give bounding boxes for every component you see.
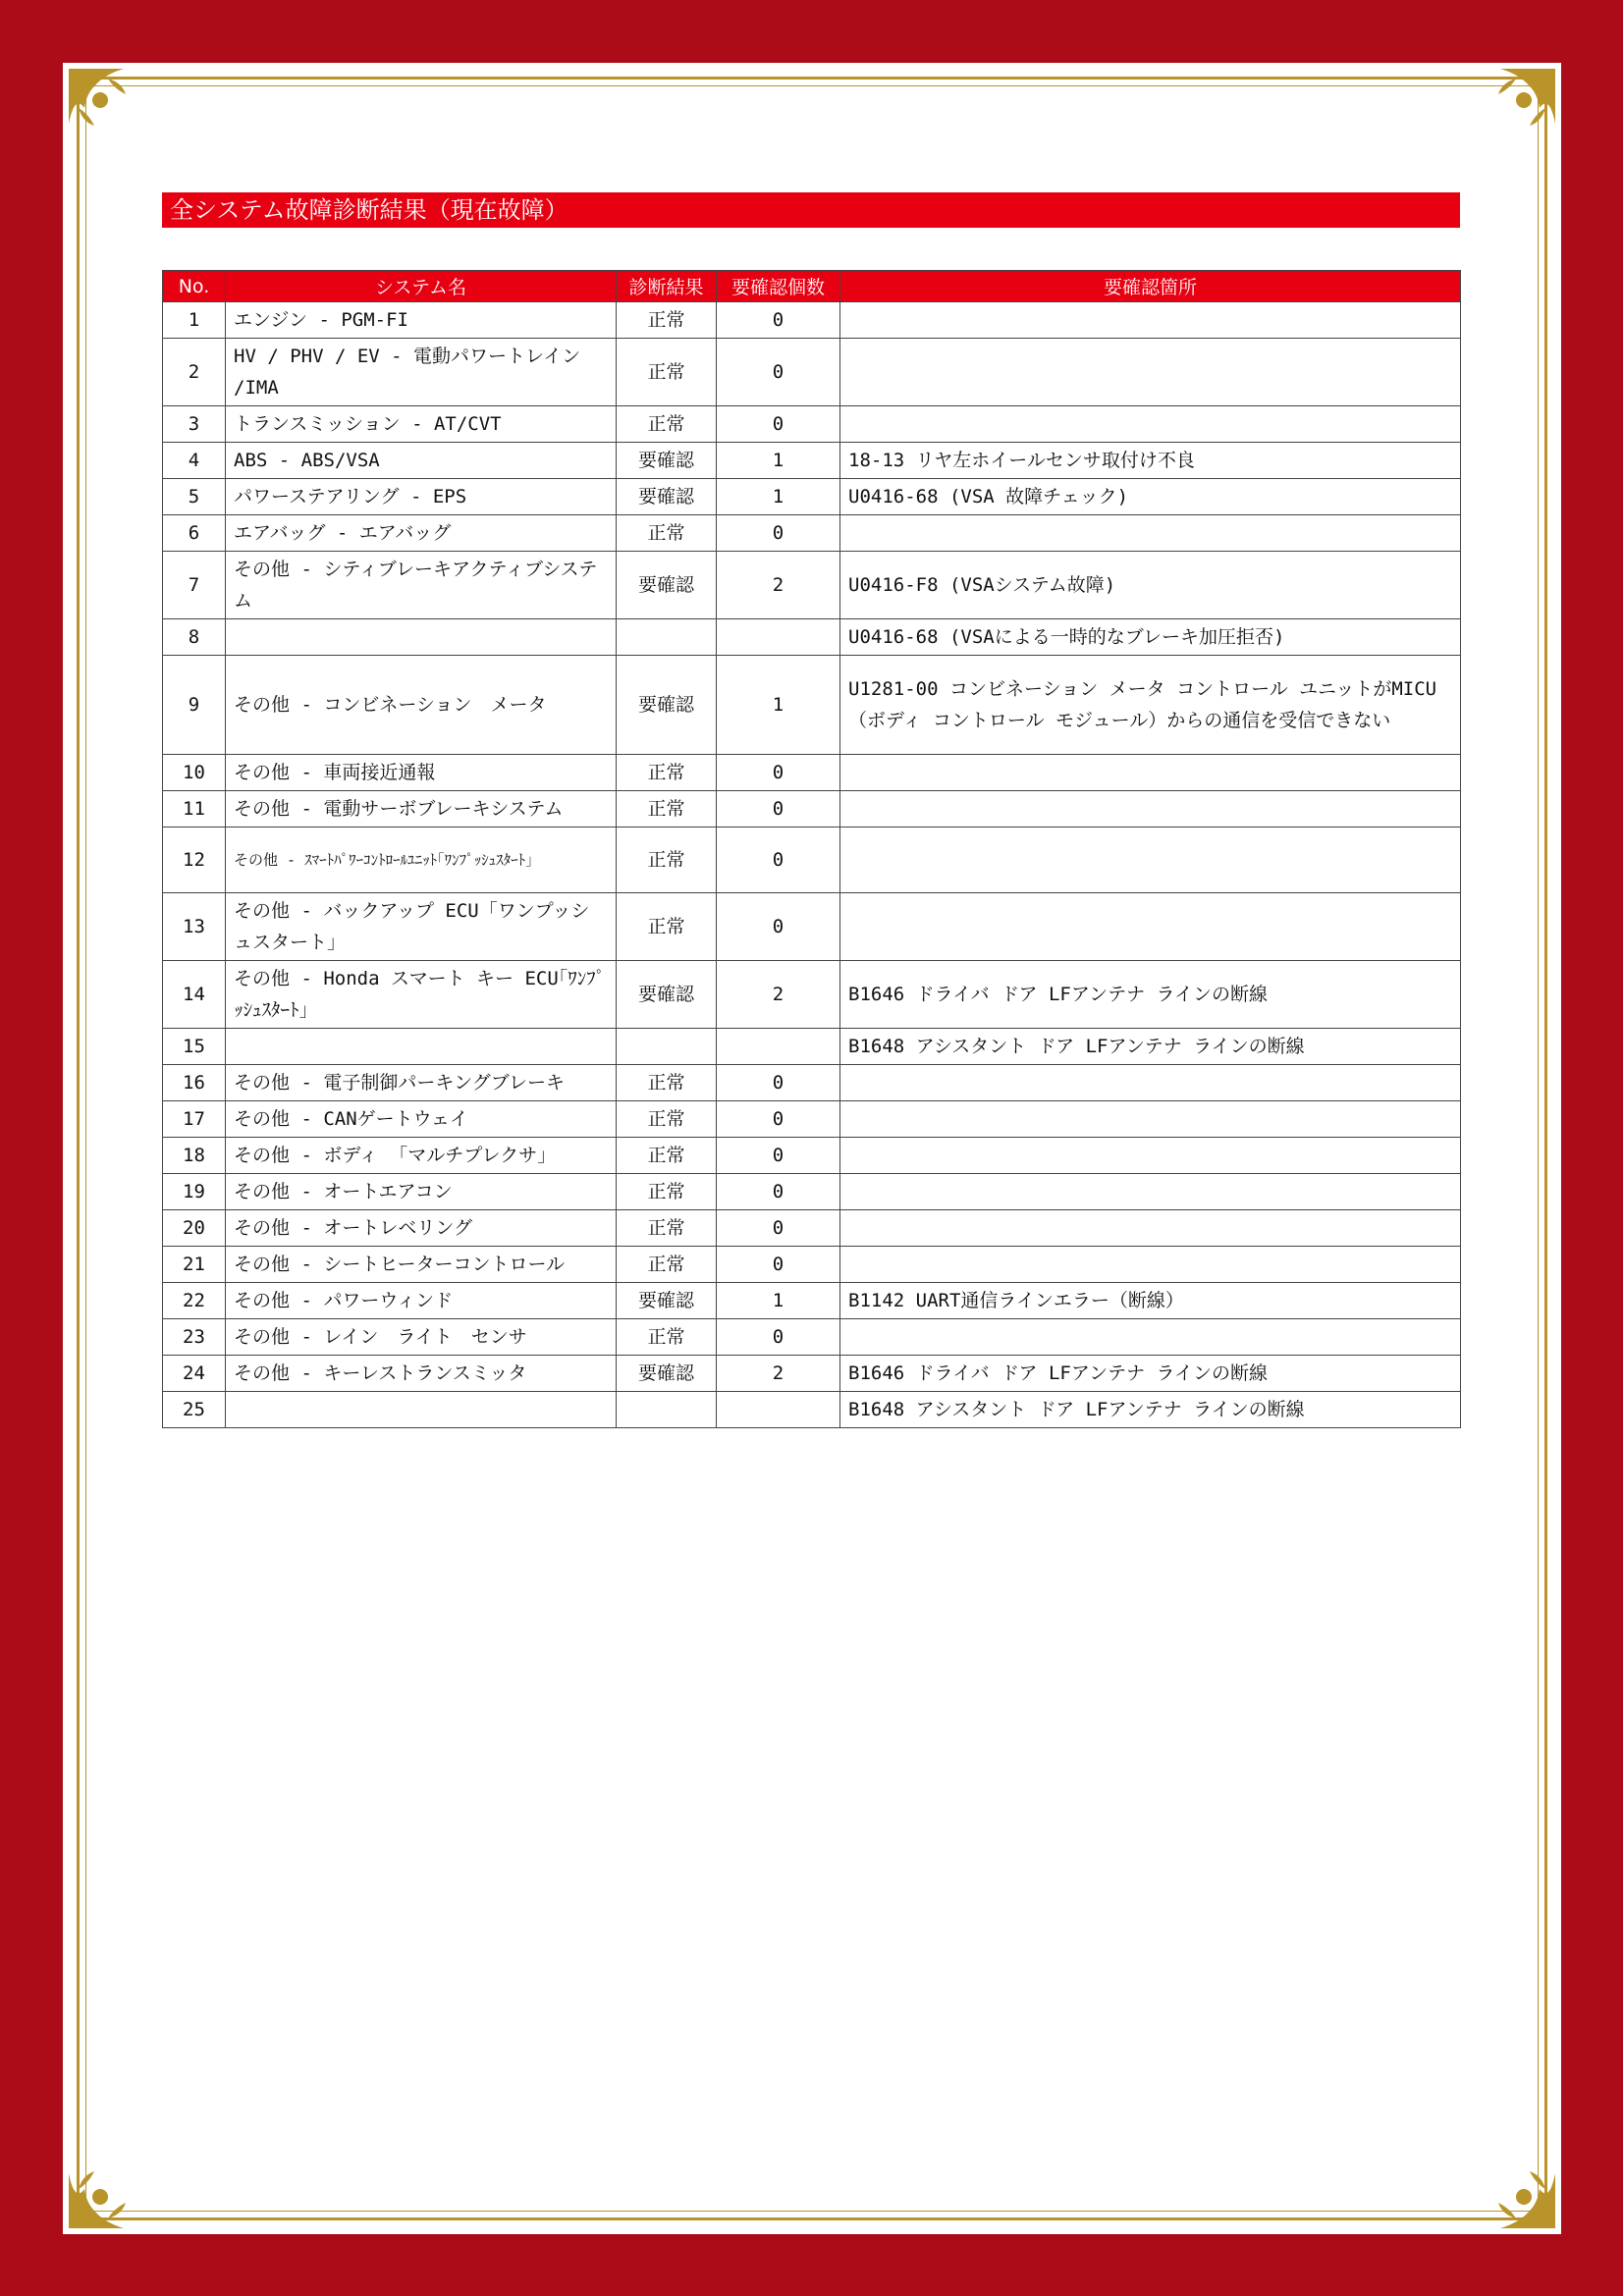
row-system: その他 - ｽﾏｰﾄﾊﾟﾜｰｺﾝﾄﾛｰﾙﾕﾆｯﾄ｢ﾜﾝﾌﾟｯｼｭｽﾀｰﾄ｣ bbox=[226, 828, 617, 893]
row-count: 0 bbox=[717, 1065, 840, 1101]
row-result: 正常 bbox=[617, 1101, 717, 1138]
row-count: 1 bbox=[717, 479, 840, 515]
row-no: 14 bbox=[163, 961, 226, 1029]
row-no: 23 bbox=[163, 1319, 226, 1356]
table-row bbox=[163, 791, 1461, 828]
row-count: 1 bbox=[717, 1283, 840, 1319]
row-count: 0 bbox=[717, 1247, 840, 1283]
row-no: 18 bbox=[163, 1138, 226, 1174]
header-result: 診断結果 bbox=[617, 271, 717, 302]
table-row bbox=[163, 1392, 1461, 1428]
row-location bbox=[840, 755, 1461, 791]
row-count bbox=[717, 619, 840, 656]
row-system: その他 - コンビネーション メータ bbox=[226, 656, 617, 755]
row-result: 正常 bbox=[617, 339, 717, 406]
row-count: 0 bbox=[717, 1210, 840, 1247]
table-header-row bbox=[163, 271, 1461, 302]
row-system bbox=[226, 1392, 617, 1428]
row-count: 0 bbox=[717, 791, 840, 828]
row-location: B1648 アシスタント ドア LFアンテナ ラインの断線 bbox=[840, 1029, 1461, 1065]
row-system: パワーステアリング - EPS bbox=[226, 479, 617, 515]
corner-ornament-icon bbox=[1465, 2138, 1559, 2232]
row-count: 0 bbox=[717, 1174, 840, 1210]
row-location bbox=[840, 1247, 1461, 1283]
row-no: 3 bbox=[163, 406, 226, 443]
row-result: 要確認 bbox=[617, 479, 717, 515]
row-result bbox=[617, 619, 717, 656]
row-result: 要確認 bbox=[617, 656, 717, 755]
table-row bbox=[163, 893, 1461, 961]
header-system: システム名 bbox=[226, 271, 617, 302]
corner-ornament-icon bbox=[1465, 65, 1559, 159]
row-no: 13 bbox=[163, 893, 226, 961]
row-system bbox=[226, 1029, 617, 1065]
row-no: 10 bbox=[163, 755, 226, 791]
row-no: 25 bbox=[163, 1392, 226, 1428]
table-row bbox=[163, 552, 1461, 619]
row-location: U0416-68 (VSA 故障チェック) bbox=[840, 479, 1461, 515]
table-row bbox=[163, 1356, 1461, 1392]
row-count: 0 bbox=[717, 1319, 840, 1356]
row-count bbox=[717, 1029, 840, 1065]
row-system: その他 - Honda スマート キー ECU｢ﾜﾝﾌﾟｯｼｭｽﾀｰﾄ｣ bbox=[226, 961, 617, 1029]
row-count: 0 bbox=[717, 828, 840, 893]
row-no: 2 bbox=[163, 339, 226, 406]
table-row bbox=[163, 1174, 1461, 1210]
row-system: その他 - 電動サーボブレーキシステム bbox=[226, 791, 617, 828]
row-result: 正常 bbox=[617, 515, 717, 552]
row-system bbox=[226, 619, 617, 656]
row-no: 12 bbox=[163, 828, 226, 893]
row-no: 1 bbox=[163, 302, 226, 339]
row-location bbox=[840, 302, 1461, 339]
row-count: 0 bbox=[717, 406, 840, 443]
row-location: B1648 アシスタント ドア LFアンテナ ラインの断線 bbox=[840, 1392, 1461, 1428]
row-system: その他 - バックアップ ECU「ワンプッシュスタート」 bbox=[226, 893, 617, 961]
row-system: その他 - オートエアコン bbox=[226, 1174, 617, 1210]
row-location bbox=[840, 1138, 1461, 1174]
row-count: 2 bbox=[717, 1356, 840, 1392]
row-no: 15 bbox=[163, 1029, 226, 1065]
row-no: 19 bbox=[163, 1174, 226, 1210]
row-result: 正常 bbox=[617, 1210, 717, 1247]
row-system: エンジン - PGM-FI bbox=[226, 302, 617, 339]
row-location: B1142 UART通信ラインエラー（断線） bbox=[840, 1283, 1461, 1319]
row-location bbox=[840, 791, 1461, 828]
table-row bbox=[163, 1247, 1461, 1283]
row-result: 正常 bbox=[617, 1247, 717, 1283]
row-result: 正常 bbox=[617, 893, 717, 961]
row-result: 正常 bbox=[617, 828, 717, 893]
table-row bbox=[163, 1138, 1461, 1174]
table-row bbox=[163, 302, 1461, 339]
row-no: 22 bbox=[163, 1283, 226, 1319]
row-no: 11 bbox=[163, 791, 226, 828]
row-result: 要確認 bbox=[617, 961, 717, 1029]
row-result: 要確認 bbox=[617, 1356, 717, 1392]
row-no: 5 bbox=[163, 479, 226, 515]
row-no: 20 bbox=[163, 1210, 226, 1247]
table-row bbox=[163, 1065, 1461, 1101]
row-result: 正常 bbox=[617, 755, 717, 791]
corner-ornament-icon bbox=[65, 65, 159, 159]
row-system: トランスミッション - AT/CVT bbox=[226, 406, 617, 443]
row-location: B1646 ドライバ ドア LFアンテナ ラインの断線 bbox=[840, 1356, 1461, 1392]
row-system: その他 - オートレベリング bbox=[226, 1210, 617, 1247]
row-result bbox=[617, 1392, 717, 1428]
row-system: その他 - CANゲートウェイ bbox=[226, 1101, 617, 1138]
row-location: B1646 ドライバ ドア LFアンテナ ラインの断線 bbox=[840, 961, 1461, 1029]
row-location bbox=[840, 1210, 1461, 1247]
row-result: 正常 bbox=[617, 1174, 717, 1210]
row-location: U0416-F8 (VSAシステム故障) bbox=[840, 552, 1461, 619]
row-count: 0 bbox=[717, 1138, 840, 1174]
row-count: 0 bbox=[717, 515, 840, 552]
row-count: 1 bbox=[717, 443, 840, 479]
row-location bbox=[840, 406, 1461, 443]
row-system: その他 - 電子制御パーキングブレーキ bbox=[226, 1065, 617, 1101]
row-system: その他 - ボディ 「マルチプレクサ」 bbox=[226, 1138, 617, 1174]
row-no: 8 bbox=[163, 619, 226, 656]
table-row bbox=[163, 479, 1461, 515]
table-row bbox=[163, 828, 1461, 893]
row-count: 0 bbox=[717, 339, 840, 406]
row-result: 正常 bbox=[617, 1065, 717, 1101]
row-count: 0 bbox=[717, 755, 840, 791]
table-row bbox=[163, 1210, 1461, 1247]
row-location bbox=[840, 1174, 1461, 1210]
row-system: その他 - 車両接近通報 bbox=[226, 755, 617, 791]
row-location: U0416-68 (VSAによる一時的なブレーキ加圧拒否) bbox=[840, 619, 1461, 656]
row-location bbox=[840, 1101, 1461, 1138]
table-row bbox=[163, 961, 1461, 1029]
header-count: 要確認個数 bbox=[717, 271, 840, 302]
table-row bbox=[163, 1283, 1461, 1319]
table-row bbox=[163, 339, 1461, 406]
row-result: 正常 bbox=[617, 1138, 717, 1174]
row-result: 要確認 bbox=[617, 443, 717, 479]
table-row bbox=[163, 619, 1461, 656]
row-count bbox=[717, 1392, 840, 1428]
row-result: 正常 bbox=[617, 791, 717, 828]
row-no: 17 bbox=[163, 1101, 226, 1138]
row-result: 正常 bbox=[617, 302, 717, 339]
row-no: 4 bbox=[163, 443, 226, 479]
row-system: その他 - シティブレーキアクティブシステム bbox=[226, 552, 617, 619]
row-system: その他 - レイン ライト センサ bbox=[226, 1319, 617, 1356]
row-count: 0 bbox=[717, 893, 840, 961]
table-row bbox=[163, 1101, 1461, 1138]
row-location bbox=[840, 339, 1461, 406]
row-system: その他 - パワーウィンド bbox=[226, 1283, 617, 1319]
corner-ornament-icon bbox=[65, 2138, 159, 2232]
section-title: 全システム故障診断結果（現在故障） bbox=[162, 192, 1460, 228]
table-row bbox=[163, 656, 1461, 755]
row-result: 要確認 bbox=[617, 1283, 717, 1319]
table-row bbox=[163, 755, 1461, 791]
row-system: その他 - キーレストランスミッタ bbox=[226, 1356, 617, 1392]
table-row bbox=[163, 1319, 1461, 1356]
table-row bbox=[163, 515, 1461, 552]
row-location bbox=[840, 828, 1461, 893]
row-result: 正常 bbox=[617, 1319, 717, 1356]
row-result: 正常 bbox=[617, 406, 717, 443]
row-count: 0 bbox=[717, 302, 840, 339]
header-location: 要確認箇所 bbox=[840, 271, 1461, 302]
row-no: 24 bbox=[163, 1356, 226, 1392]
row-system: その他 - シートヒーターコントロール bbox=[226, 1247, 617, 1283]
row-system: ABS - ABS/VSA bbox=[226, 443, 617, 479]
row-location bbox=[840, 893, 1461, 961]
row-location bbox=[840, 1319, 1461, 1356]
table-row bbox=[163, 1029, 1461, 1065]
table-row bbox=[163, 406, 1461, 443]
row-result: 要確認 bbox=[617, 552, 717, 619]
header-no: No. bbox=[163, 271, 226, 302]
row-system: HV / PHV / EV - 電動パワートレイン /IMA bbox=[226, 339, 617, 406]
row-count: 0 bbox=[717, 1101, 840, 1138]
row-no: 7 bbox=[163, 552, 226, 619]
row-no: 9 bbox=[163, 656, 226, 755]
row-location bbox=[840, 1065, 1461, 1101]
row-count: 2 bbox=[717, 961, 840, 1029]
row-count: 2 bbox=[717, 552, 840, 619]
row-no: 16 bbox=[163, 1065, 226, 1101]
row-count: 1 bbox=[717, 656, 840, 755]
report-page bbox=[63, 63, 1561, 2234]
row-location: U1281-00 コンビネーション メータ コントロール ユニットがMICU（ボディ コントロール モジュール）からの通信を受信できない bbox=[840, 656, 1461, 755]
diagnosis-table bbox=[162, 270, 1461, 1428]
row-no: 21 bbox=[163, 1247, 226, 1283]
row-location bbox=[840, 515, 1461, 552]
table-row bbox=[163, 443, 1461, 479]
row-location: 18-13 リヤ左ホイールセンサ取付け不良 bbox=[840, 443, 1461, 479]
row-result bbox=[617, 1029, 717, 1065]
row-system: エアバッグ - エアバッグ bbox=[226, 515, 617, 552]
row-no: 6 bbox=[163, 515, 226, 552]
